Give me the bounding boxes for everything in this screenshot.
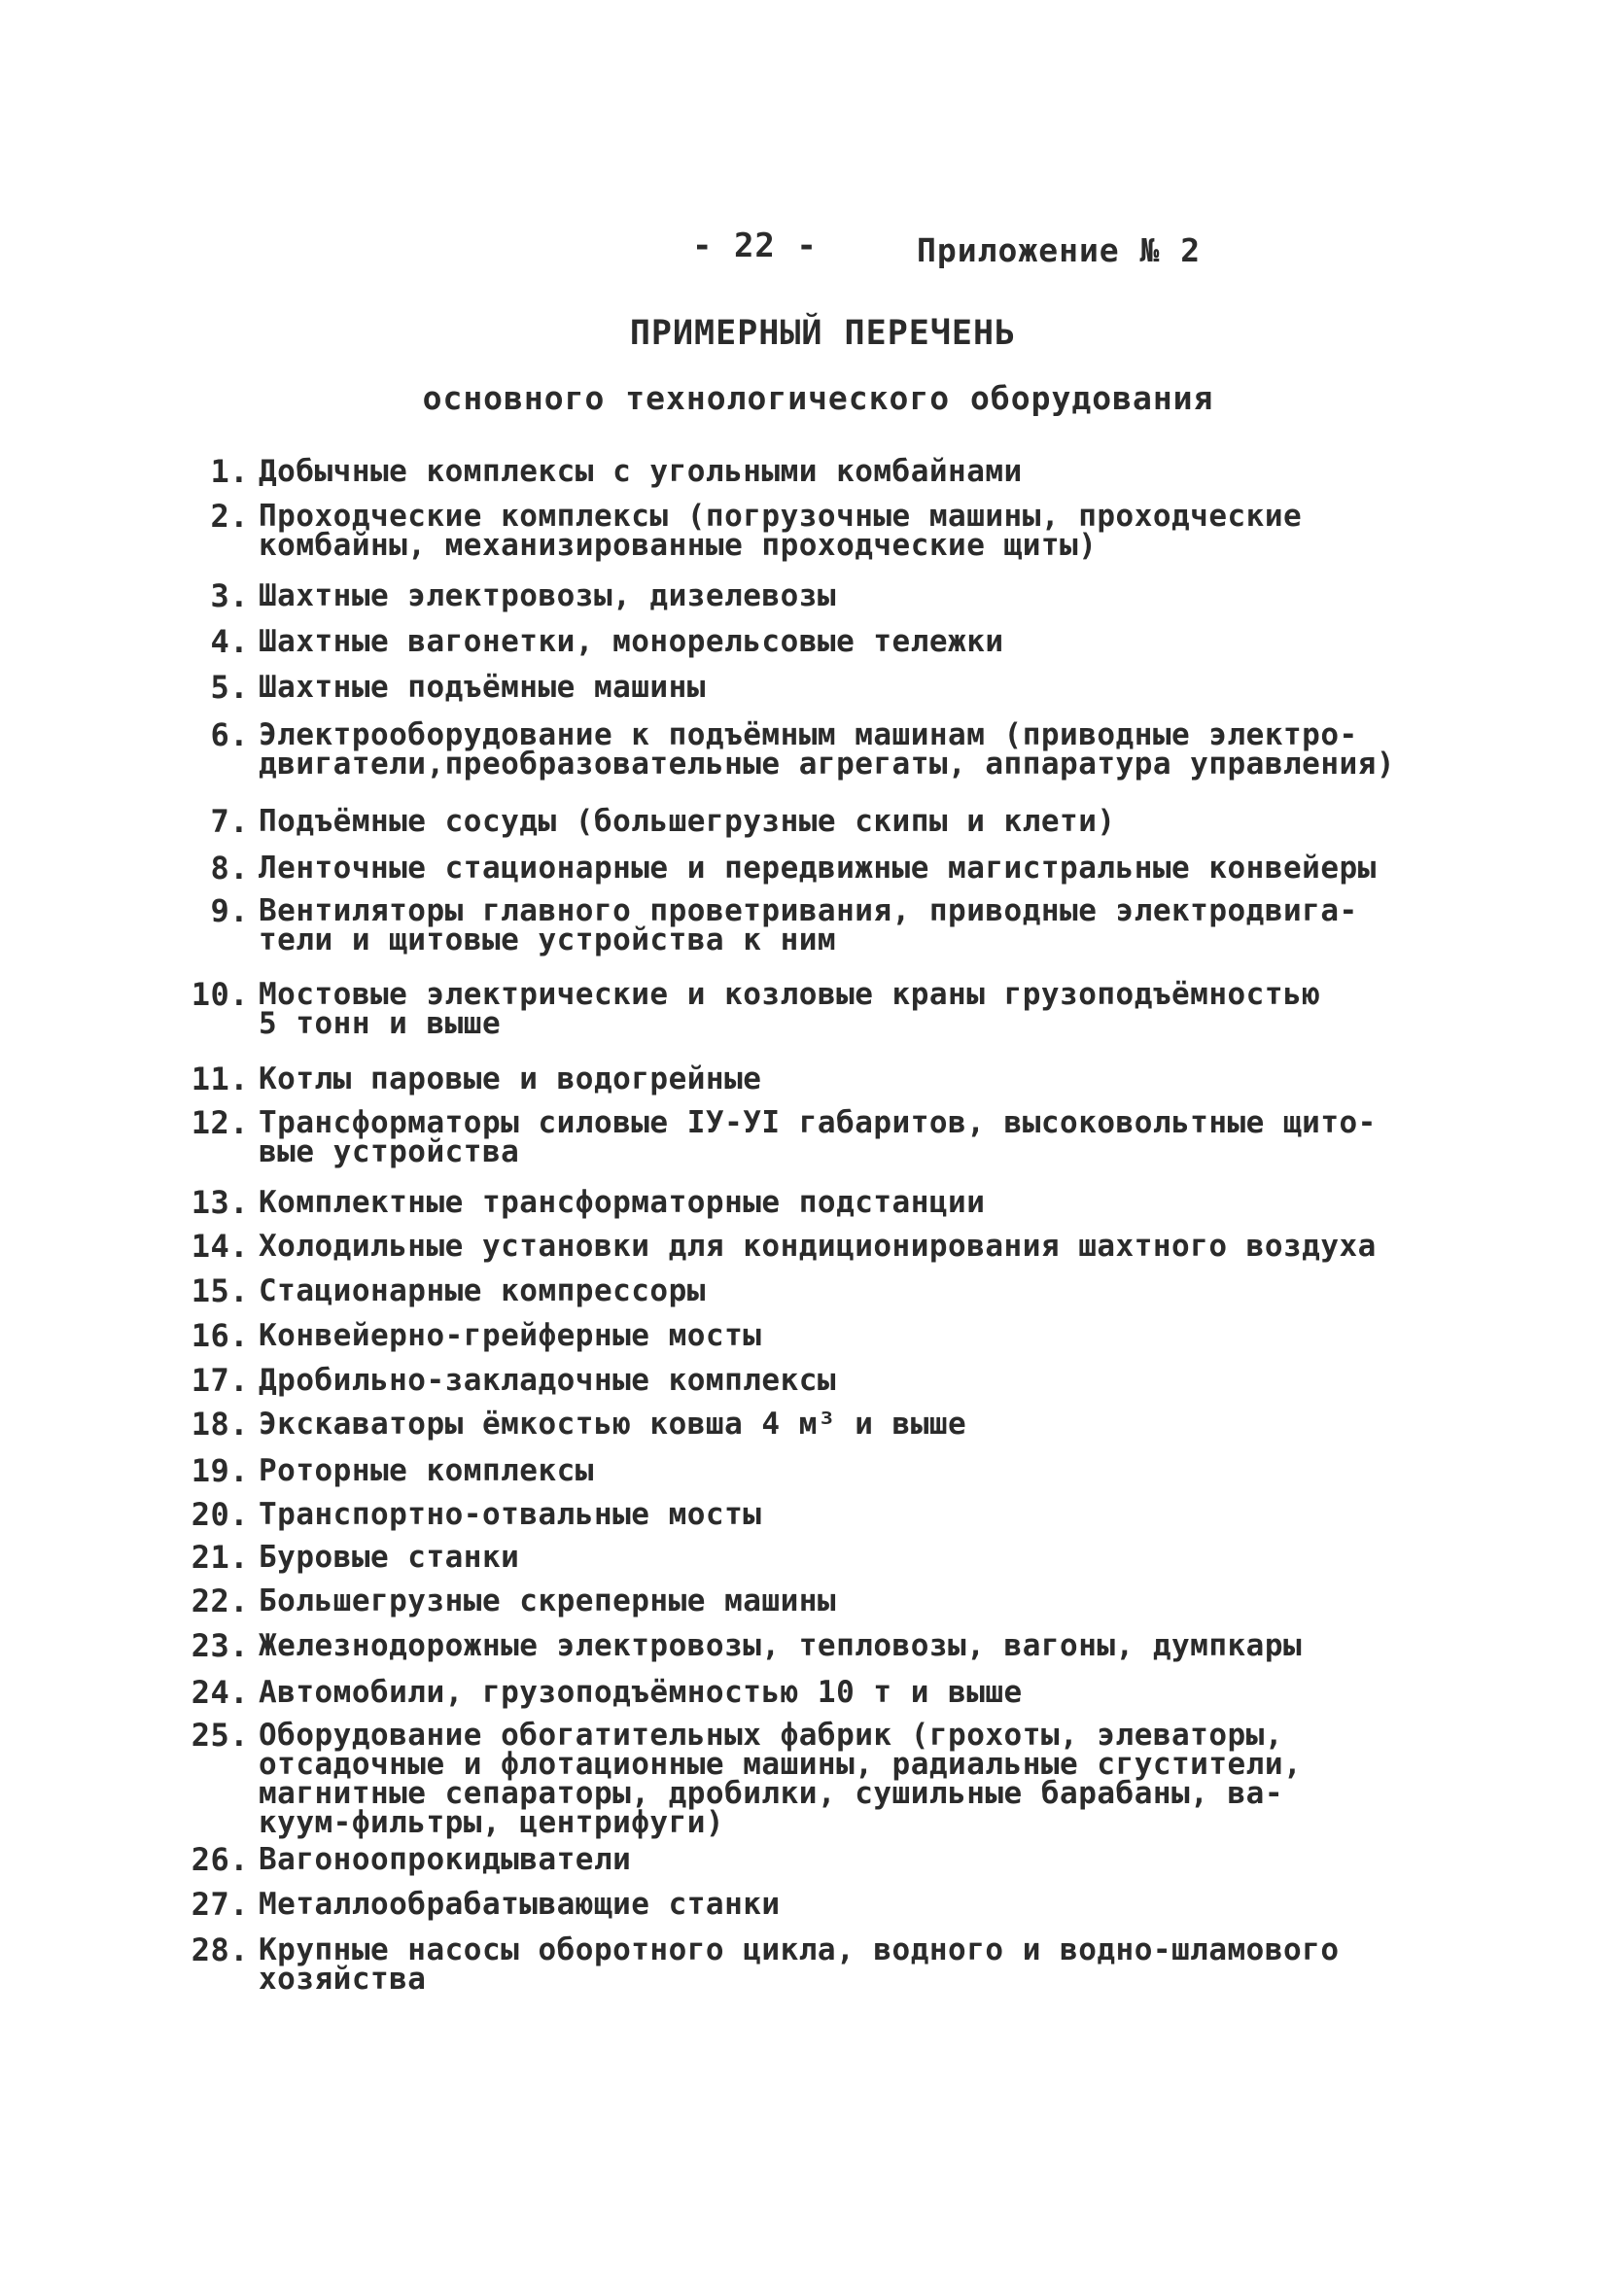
- list-item: [191, 1841, 1415, 1878]
- list-item: [191, 1317, 1415, 1354]
- list-item: [191, 892, 1415, 957]
- list-item-text: Проходческие комплексы (погрузочные машины, проходческие комбайны, механизированные проходческие щиты): [259, 499, 1303, 563]
- list-item: [191, 669, 1415, 706]
- list-item-number: 2.: [210, 498, 249, 535]
- list-item-text: Вентиляторы главного проветривания, приводные электродвига- тели и щитовые устройства к ним: [259, 893, 1358, 957]
- list-item: [191, 1452, 1415, 1489]
- list-item: [191, 1583, 1415, 1619]
- list-item-number: 16.: [191, 1317, 249, 1354]
- list-item-text: Электрооборудование к подъёмным машинам (приводные электро- двигатели,преобразовательные агрегаты, аппаратура управления): [259, 717, 1395, 782]
- list-item-text: Большегрузные скреперные машины: [259, 1583, 837, 1618]
- list-item: [191, 1539, 1415, 1576]
- list-item-text: Шахтные вагонетки, монорельсовые тележки: [259, 624, 1004, 659]
- list-item-text: Котлы паровые и водогрейные: [259, 1061, 762, 1096]
- list-item: [191, 716, 1415, 782]
- list-item-text: Конвейерно-грейферные мосты: [259, 1318, 762, 1353]
- list-item-text: Крупные насосы оборотного цикла, водного и водно-шламового хозяйства: [259, 1932, 1340, 1997]
- page-number: - 22 -: [692, 226, 818, 265]
- list-item-number: 12.: [191, 1104, 249, 1141]
- list-item-number: 21.: [191, 1539, 249, 1576]
- list-item: [191, 1061, 1415, 1097]
- list-item-number: 20.: [191, 1496, 249, 1533]
- list-item-text: Шахтные подъёмные машины: [259, 670, 706, 705]
- list-item: [191, 1184, 1415, 1221]
- list-item: [191, 1674, 1415, 1711]
- list-item-number: 13.: [191, 1184, 249, 1221]
- appendix-label: Приложение № 2: [917, 231, 1202, 269]
- list-item: [191, 1496, 1415, 1533]
- list-item: [191, 577, 1415, 614]
- list-item-text: Шахтные электровозы, дизелевозы: [259, 578, 837, 613]
- list-item: [191, 623, 1415, 660]
- list-item: [191, 1272, 1415, 1309]
- list-item-number: 10.: [191, 976, 249, 1013]
- list-item-text: Оборудование обогатительных фабрик (грохоты, элеваторы, отсадочные и флотационные машины, радиальные сгустители, магнитные сепараторы, дробилки, сушильные барабаны, ва- куум-фильтры, центрифуги): [259, 1718, 1303, 1840]
- list-item: [191, 498, 1415, 563]
- list-item-number: 14.: [191, 1228, 249, 1265]
- document-title: ПРИМЕРНЫЙ ПЕРЕЧЕНЬ: [629, 314, 1017, 353]
- list-item-number: 17.: [191, 1362, 249, 1399]
- list-item-number: 15.: [191, 1272, 249, 1309]
- list-item: [191, 1886, 1415, 1923]
- list-item: [191, 1104, 1415, 1169]
- list-item: [191, 1627, 1415, 1664]
- list-item-text: Автомобили, грузоподъёмностью 10 т и выше: [259, 1675, 1023, 1710]
- list-item-text: Холодильные установки для кондиционирования шахтного воздуха: [259, 1229, 1377, 1264]
- list-item-number: 11.: [191, 1061, 249, 1097]
- list-item-number: 19.: [191, 1452, 249, 1489]
- list-item-number: 7.: [210, 803, 249, 840]
- list-item-number: 3.: [210, 577, 249, 614]
- list-item-text: Дробильно-закладочные комплексы: [259, 1363, 837, 1398]
- list-item-number: 22.: [191, 1583, 249, 1619]
- list-item: [191, 1228, 1415, 1265]
- list-item-number: 23.: [191, 1627, 249, 1664]
- list-item: [191, 1362, 1415, 1399]
- list-item: [191, 1931, 1415, 1997]
- list-item: [191, 1406, 1415, 1443]
- list-item: [191, 453, 1415, 490]
- list-item-text: Вагоноопрокидыватели: [259, 1842, 632, 1877]
- list-item-text: Транспортно-отвальные мосты: [259, 1497, 762, 1532]
- list-item-text: Роторные комплексы: [259, 1453, 594, 1488]
- list-item-number: 9.: [210, 892, 249, 929]
- list-item-text: Железнодорожные электровозы, тепловозы, вагоны, думпкары: [259, 1628, 1303, 1663]
- list-item-number: 27.: [191, 1886, 249, 1923]
- list-item-number: 24.: [191, 1674, 249, 1711]
- list-item-text: Подъёмные сосуды (большегрузные скипы и клети): [259, 804, 1116, 839]
- list-item-number: 18.: [191, 1406, 249, 1443]
- list-item-number: 6.: [210, 716, 249, 753]
- document-subtitle: основного технологического оборудования: [422, 379, 1214, 417]
- list-item-text: Буровые станки: [259, 1540, 520, 1575]
- list-item-number: 5.: [210, 669, 249, 706]
- list-item: [191, 850, 1415, 887]
- list-item: [191, 976, 1415, 1041]
- list-item-number: 26.: [191, 1841, 249, 1878]
- list-item-number: 25.: [191, 1717, 249, 1754]
- list-item-text: Экскаваторы ёмкостью ковша 4 м³ и выше: [259, 1407, 967, 1442]
- list-item-number: 28.: [191, 1931, 249, 1968]
- list-item-text: Мостовые электрические и козловые краны грузоподъёмностью 5 тонн и выше: [259, 977, 1321, 1041]
- list-item-text: Металлообрабатывающие станки: [259, 1887, 781, 1922]
- list-item: [191, 803, 1415, 840]
- list-item-number: 1.: [210, 453, 249, 490]
- list-item-text: Ленточные стационарные и передвижные магистральные конвейеры: [259, 851, 1377, 886]
- list-item-text: Добычные комплексы с угольными комбайнами: [259, 454, 1023, 489]
- list-item-text: Трансформаторы силовые IУ-УI габаритов, высоковольтные щито- вые устройства: [259, 1105, 1377, 1169]
- list-item-text: Стационарные компрессоры: [259, 1273, 706, 1308]
- list-item-number: 8.: [210, 850, 249, 887]
- list-item-text: Комплектные трансформаторные подстанции: [259, 1185, 986, 1220]
- list-item: [191, 1717, 1415, 1840]
- list-item-number: 4.: [210, 623, 249, 660]
